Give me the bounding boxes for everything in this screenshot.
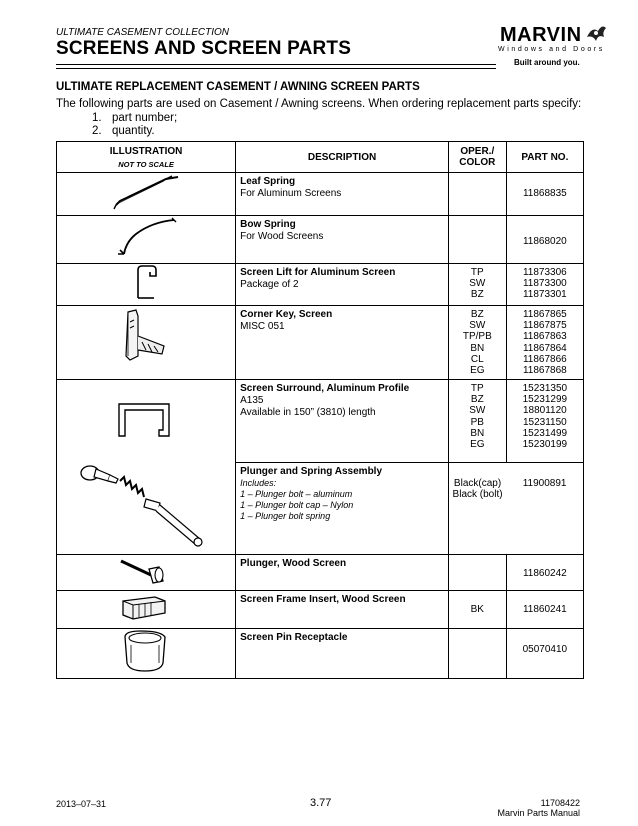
oper-color-value: EG — [470, 365, 485, 377]
page-title: SCREENS AND SCREEN PARTS — [56, 38, 352, 59]
part-number: 15231350 — [522, 383, 568, 394]
part-number-cell — [506, 463, 583, 555]
part-number: 11867865 — [522, 309, 567, 320]
part-number-cell — [506, 306, 583, 380]
table-row — [57, 591, 584, 629]
table-row — [57, 629, 584, 679]
oper-color-value: CL — [470, 353, 484, 365]
header-divider-lower — [56, 68, 496, 69]
header-illustration — [57, 142, 236, 173]
oper-color-cell — [448, 591, 506, 629]
part-name: Screen Surround, Aluminum Profile — [240, 383, 410, 394]
part-number: 15231299 — [522, 394, 568, 406]
description-cell — [236, 555, 449, 591]
part-number: 11867863 — [522, 331, 567, 343]
header-oper-color: OPER./ COLOR — [448, 142, 506, 173]
oper-color-value: BK — [470, 604, 484, 615]
intro-text: The following parts are used on Casement / Awning screens. When ordering replacement parts specify: — [56, 98, 582, 110]
part-detail: For Wood Screens — [240, 231, 324, 242]
section-title: ULTIMATE REPLACEMENT CASEMENT / AWNING SCREEN PARTS — [56, 81, 420, 93]
part-number: 11867868 — [522, 365, 567, 377]
part-number-cell — [506, 555, 583, 591]
part-number: 15231499 — [522, 427, 568, 439]
oper-color-cell — [448, 463, 506, 555]
part-number: 11867866 — [522, 353, 567, 365]
oper-color-value: BN — [470, 342, 485, 354]
description-cell — [236, 173, 449, 216]
oper-color-cell — [448, 216, 506, 264]
header-description: DESCRIPTION — [236, 142, 449, 173]
header-part-no: PART NO. — [506, 142, 583, 173]
includes-item: 1 – Plunger bolt cap – Nylon — [240, 500, 354, 510]
part-number-cell — [506, 591, 583, 629]
footer-date: 2013–07–31 — [56, 799, 107, 809]
header-divider — [56, 64, 496, 65]
part-number: 11860241 — [522, 604, 567, 615]
logo-tagline: Built around you. — [514, 58, 580, 67]
plunger-wood-illustration — [111, 555, 181, 587]
part-number-cell — [506, 264, 583, 306]
table-row — [57, 555, 584, 591]
oper-color-value: TP/PB — [462, 331, 492, 343]
description-cell — [236, 264, 449, 306]
description-cell — [236, 216, 449, 264]
part-detail: A135 — [240, 395, 264, 406]
list-number: 2. — [92, 125, 102, 137]
part-name: Bow Spring — [240, 219, 296, 230]
part-name: Plunger and Spring Assembly — [240, 466, 383, 477]
part-number-cell — [506, 216, 583, 264]
part-number: 11867864 — [522, 342, 567, 354]
illustration-cell — [57, 629, 236, 679]
oper-color-value: SW — [469, 278, 486, 290]
part-number: 05070410 — [522, 644, 568, 655]
header-illustration-label: ILLUSTRATION — [109, 145, 183, 157]
table-row — [57, 173, 584, 216]
oper-color-value: PB — [470, 416, 484, 428]
doc-number: 11708422 — [540, 798, 580, 808]
part-number: 11868020 — [522, 236, 567, 247]
description-cell — [236, 463, 449, 555]
list-item — [92, 112, 177, 125]
part-number: 11873301 — [522, 289, 567, 301]
list-text: part number; — [112, 112, 178, 124]
manual-name: Marvin Parts Manual — [497, 808, 580, 818]
table-row — [57, 264, 584, 306]
description-cell — [236, 306, 449, 380]
table-header-row — [57, 142, 584, 173]
part-number-cell — [506, 629, 583, 679]
includes-item: 1 – Plunger bolt spring — [240, 511, 331, 521]
list-number: 1. — [92, 112, 102, 124]
part-number: 15230199 — [522, 439, 568, 451]
oper-color-value: BN — [470, 427, 485, 439]
oper-color-value: EG — [470, 439, 485, 451]
oper-color-value: TP — [470, 267, 484, 278]
logo-mark-icon — [584, 22, 608, 44]
part-detail: Available in 150” (3810) length — [240, 407, 376, 418]
oper-color-cell — [448, 380, 506, 463]
screen-lift-illustration — [116, 264, 176, 302]
screen-surround-illustration — [111, 396, 181, 446]
part-number: 18801120 — [522, 405, 567, 417]
part-number-cell — [506, 173, 583, 216]
part-number: 11900891 — [522, 478, 567, 489]
oper-color-value: BZ — [470, 309, 484, 320]
part-number: 11867875 — [522, 320, 567, 332]
oper-color-value: Black (bolt) — [452, 489, 503, 501]
logo-name: MARVIN — [500, 24, 582, 46]
marvin-logo — [484, 20, 624, 72]
list-text: quantity. — [112, 125, 155, 137]
oper-color-value: SW — [469, 405, 486, 417]
description-cell — [236, 591, 449, 629]
plunger-spring-illustration — [76, 459, 216, 551]
part-name: Plunger, Wood Screen — [240, 558, 347, 569]
part-name: Leaf Spring — [240, 176, 296, 187]
description-cell — [236, 629, 449, 679]
bow-spring-illustration — [106, 216, 186, 260]
includes-label: Includes: — [240, 478, 277, 488]
part-number: 11873300 — [522, 278, 567, 290]
illustration-cell — [57, 555, 236, 591]
ordering-list — [92, 112, 177, 138]
logo-subtitle: Windows and Doors — [498, 46, 605, 53]
oper-color-value: BZ — [470, 289, 484, 301]
pin-receptacle-illustration — [111, 629, 181, 675]
oper-color-cell — [448, 629, 506, 679]
oper-color-cell — [448, 306, 506, 380]
illustration-cell — [57, 380, 236, 555]
oper-color-cell — [448, 555, 506, 591]
page-number: 3.77 — [310, 797, 332, 809]
list-item — [92, 125, 177, 138]
part-detail: Package of 2 — [240, 279, 299, 290]
includes-item: 1 – Plunger bolt – aluminum — [240, 489, 353, 499]
part-number: 11873306 — [522, 267, 567, 278]
part-number-cell — [506, 380, 583, 463]
oper-color-value: BZ — [470, 394, 484, 406]
table-row — [57, 380, 584, 463]
table-row — [57, 306, 584, 380]
illustration-cell — [57, 264, 236, 306]
leaf-spring-illustration — [106, 173, 186, 211]
oper-color-value: SW — [469, 320, 486, 332]
part-number: 15231150 — [522, 416, 567, 428]
illustration-cell — [57, 173, 236, 216]
illustration-cell — [57, 306, 236, 380]
part-number: 11860242 — [522, 568, 567, 579]
oper-color-value: TP — [470, 383, 484, 394]
oper-color-value: Black(cap) — [453, 478, 502, 489]
header-not-to-scale: NOT TO SCALE — [118, 159, 174, 169]
illustration-cell — [57, 591, 236, 629]
part-name: Screen Frame Insert, Wood Screen — [240, 594, 406, 605]
corner-key-illustration — [116, 306, 176, 370]
illustration-cell — [57, 216, 236, 264]
frame-insert-illustration — [111, 591, 181, 625]
part-name: Screen Pin Receptacle — [240, 632, 348, 643]
table-row — [57, 216, 584, 264]
part-detail: MISC 051 — [240, 321, 285, 332]
oper-color-cell — [448, 173, 506, 216]
part-detail: For Aluminum Screens — [240, 188, 342, 199]
part-name: Corner Key, Screen — [240, 309, 333, 320]
part-number: 11868835 — [522, 188, 567, 199]
part-name: Screen Lift for Aluminum Screen — [240, 267, 396, 278]
parts-table — [56, 141, 584, 679]
oper-color-cell — [448, 264, 506, 306]
description-cell — [236, 380, 449, 463]
collection-label: ULTIMATE CASEMENT COLLECTION — [56, 27, 229, 38]
footer-doc-info — [420, 798, 580, 818]
